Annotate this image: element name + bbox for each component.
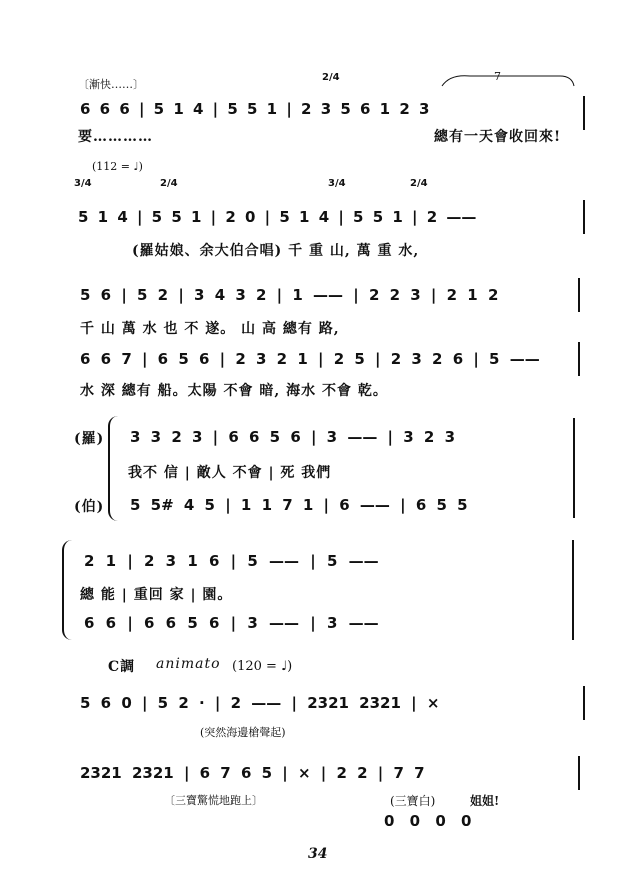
- part-brace: [62, 540, 74, 640]
- score-line-7: 5 6 0 | 5 2 · | 2 —— | 2321 2321 | ×: [80, 694, 440, 712]
- speaker-sanbao: (三寶白): [390, 794, 436, 808]
- lyric-line-1-right: 總有一天會收回來!: [434, 129, 562, 145]
- time-signature-c: 3/4: [328, 178, 346, 189]
- barline: [583, 96, 585, 130]
- part-label-luo: (羅): [74, 431, 105, 447]
- lyric-line-1-left: 要…………: [78, 129, 153, 145]
- tempo-annotation-accel: 〔漸快……〕: [78, 78, 144, 91]
- tuplet-number: 7: [494, 70, 501, 83]
- tempo-marking-2: (120 = ♩): [232, 659, 293, 674]
- lyric-line-3: 千 山 萬 水 也 不 遂。 山 高 總有 路,: [80, 321, 340, 337]
- tuplet-bracket: [440, 70, 575, 90]
- rest-line: 0 0 0 0: [384, 812, 472, 830]
- score-line-6-part1: 2 1 | 2 3 1 6 | 5 —— | 5 ——: [84, 552, 379, 570]
- tempo-word: animato: [156, 656, 221, 672]
- score-line-8: 2321 2321 | 6 7 6 5 | × | 2 2 | 7 7: [80, 764, 425, 782]
- stage-direction-sanbao: 〔三寶驚慌地跑上〕: [164, 794, 263, 807]
- key-signature: C調: [108, 659, 136, 675]
- score-line-2: 5 1 4 | 5 5 1 | 2 0 | 5 1 4 | 5 5 1 | 2 ——: [78, 208, 477, 226]
- score-line-5-part2: 5 5# 4 5 | 1 1 7 1 | 6 —— | 6 5 5: [130, 496, 468, 514]
- barline: [578, 756, 580, 790]
- score-line-3: 5 6 | 5 2 | 3 4 3 2 | 1 —— | 2 2 3 | 2 1 2: [80, 286, 499, 304]
- part-brace: [108, 416, 120, 521]
- score-line-4: 6 6 7 | 6 5 6 | 2 3 2 1 | 2 5 | 2 3 2 6 | 5 ——: [80, 350, 540, 368]
- time-signature-1: 2/4: [322, 72, 340, 83]
- barline: [573, 418, 575, 518]
- page-number: 34: [308, 846, 328, 862]
- stage-direction-gunfire: (突然海邊槍聲起): [200, 726, 286, 739]
- score-line-6-part2: 6 6 | 6 6 5 6 | 3 —— | 3 ——: [84, 614, 379, 632]
- score-line-5-part1: 3 3 2 3 | 6 6 5 6 | 3 —— | 3 2 3: [130, 428, 456, 446]
- spoken-line: 姐姐!: [470, 794, 500, 808]
- lyric-line-5: 我不 信 | 敵人 不會 | 死 我們: [128, 465, 332, 481]
- tempo-marking: (112 = ♩): [92, 160, 143, 173]
- lyric-line-4: 水 深 總有 船。太陽 不會 暗, 海水 不會 乾。: [80, 383, 388, 399]
- score-line-1: 6 6 6 | 5 1 4 | 5 5 1 | 2 3 5 6 1 2 3: [80, 100, 430, 118]
- barline: [572, 540, 574, 640]
- barline: [583, 686, 585, 720]
- time-signature-b: 2/4: [160, 178, 178, 189]
- barline: [583, 200, 585, 234]
- barline: [578, 342, 580, 376]
- lyric-line-2: (羅姑娘、余大伯合唱) 千 重 山, 萬 重 水,: [132, 243, 420, 259]
- barline: [578, 278, 580, 312]
- lyric-line-6: 總 能 | 重回 家 | 園。: [80, 587, 233, 603]
- part-label-bo: (伯): [74, 499, 105, 515]
- time-signature-d: 2/4: [410, 178, 428, 189]
- time-signature-a: 3/4: [74, 178, 92, 189]
